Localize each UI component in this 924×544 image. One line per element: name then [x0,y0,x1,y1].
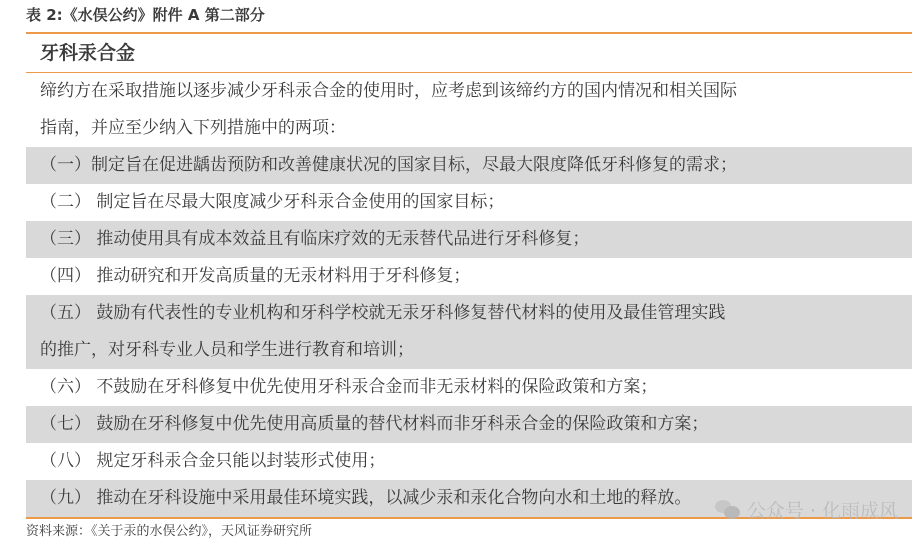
watermark [715,494,898,524]
table-caption: 表 2:《水俣公约》附件 A 第二部分 [26,6,265,24]
table-row [26,295,912,369]
intro-line-1: 缔约方在采取措施以逐步减少牙科汞合金的使用时，应考虑到该缔约方的国内情况和相关国际 [26,73,912,110]
wechat-icon [715,498,741,520]
table-row: （一）制定旨在促进龋齿预防和改善健康状况的国家目标，尽最大限度降低牙科修复的需求； [26,147,912,184]
table-row: （九） 推动在牙科设施中采用最佳环境实践，以减少汞和汞化合物向水和土地的释放。 [26,480,912,517]
table [26,32,912,519]
table-row-line: （五） 鼓励有代表性的专业机构和牙科学校就无汞牙科修复替代材料的使用及最佳管理实践 [40,303,726,323]
table-row: （二） 制定旨在尽最大限度减少牙科汞合金使用的国家目标； [26,184,912,221]
table-row-line: 的推广，对牙科专业人员和学生进行教育和培训； [40,340,414,360]
intro-line-2: 指南，并应至少纳入下列措施中的两项： [26,110,912,147]
table-row: （六） 不鼓励在牙科修复中优先使用牙科汞合金而非无汞材料的保险政策和方案； [26,369,912,406]
table-row: （四） 推动研究和开发高质量的无汞材料用于牙科修复； [26,258,912,295]
table-header: 牙科汞合金 [40,42,136,64]
table-row: （七） 鼓励在牙科修复中优先使用高质量的替代材料而非牙科汞合金的保险政策和方案； [26,406,912,443]
watermark-text: 公众号 · 化雨成风 [746,499,898,522]
source-note: 资料来源：《关于汞的水俣公约》，天风证券研究所 [26,524,313,539]
table-row: （三） 推动使用具有成本效益且有临床疗效的无汞替代品进行牙科修复； [26,221,912,258]
table-row: （八） 规定牙科汞合金只能以封装形式使用； [26,443,912,480]
